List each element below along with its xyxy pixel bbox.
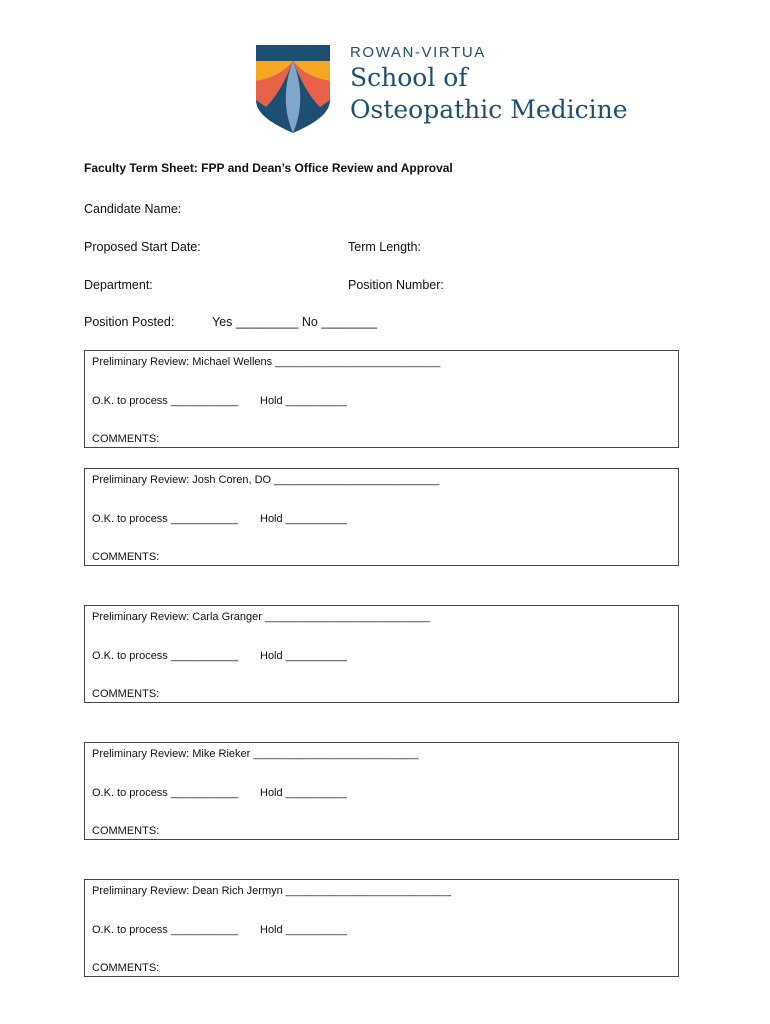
start-date-field: Proposed Start Date: xyxy=(84,240,201,254)
review-label: Preliminary Review: Dean Rich Jermyn ___________________________ xyxy=(92,885,451,897)
hold: Hold __________ xyxy=(260,395,347,407)
review-box xyxy=(84,605,679,703)
school-wordmark xyxy=(350,44,628,125)
candidate-name-field: Candidate Name: xyxy=(84,202,182,216)
school-name-line2: Osteopathic Medicine xyxy=(350,95,628,124)
review-label: Preliminary Review: Mike Rieker ___________________________ xyxy=(92,748,419,760)
ok-to-process: O.K. to process ___________ xyxy=(92,787,239,799)
review-label: Preliminary Review: Josh Coren, DO ___________________________ xyxy=(92,474,440,486)
ok-to-process: O.K. to process ___________ xyxy=(92,395,239,407)
department-field: Department: xyxy=(84,278,153,292)
position-posted-yes-no: Yes _________ No ________ xyxy=(212,315,377,329)
school-shield-logo xyxy=(256,45,330,133)
review-label: Preliminary Review: Carla Granger ___________________________ xyxy=(92,611,431,623)
school-name-line1: School of xyxy=(350,63,468,92)
hold: Hold __________ xyxy=(260,924,347,936)
hold: Hold __________ xyxy=(260,787,347,799)
review-box xyxy=(84,350,679,448)
comments-label: COMMENTS: xyxy=(92,433,160,445)
hold: Hold __________ xyxy=(260,513,347,525)
comments-label: COMMENTS: xyxy=(92,551,160,563)
ok-to-process: O.K. to process ___________ xyxy=(92,513,239,525)
review-box xyxy=(84,879,679,977)
document-title: Faculty Term Sheet: FPP and Dean’s Office Review and Approval xyxy=(84,161,453,175)
institution-name: ROWAN-VIRTUA xyxy=(350,44,486,61)
position-posted-field: Position Posted: xyxy=(84,315,175,329)
ok-to-process: O.K. to process ___________ xyxy=(92,924,239,936)
review-box xyxy=(84,468,679,566)
comments-label: COMMENTS: xyxy=(92,688,160,700)
term-length-field: Term Length: xyxy=(348,240,421,254)
review-box xyxy=(84,742,679,840)
comments-label: COMMENTS: xyxy=(92,962,160,974)
comments-label: COMMENTS: xyxy=(92,825,160,837)
ok-to-process: O.K. to process ___________ xyxy=(92,650,239,662)
review-label: Preliminary Review: Michael Wellens ___________________________ xyxy=(92,356,441,368)
position-number-field: Position Number: xyxy=(348,278,444,292)
hold: Hold __________ xyxy=(260,650,347,662)
